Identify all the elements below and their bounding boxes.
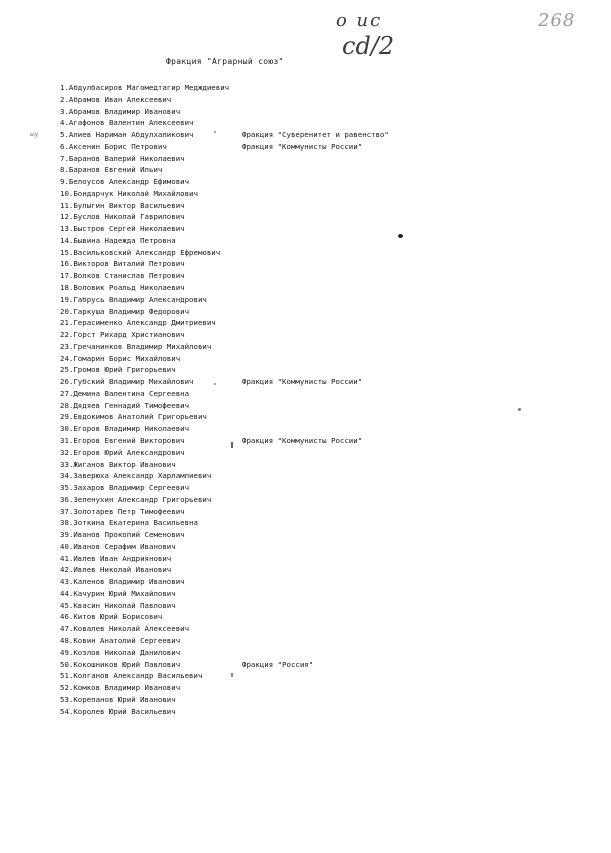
- list-item: [60, 564, 580, 576]
- member-name: Корепанов Юрий Иванович: [73, 694, 176, 704]
- list-item: [60, 529, 580, 541]
- member-name: Баранов Валерий Николаевич: [68, 153, 185, 163]
- member-number: 42.: [60, 565, 74, 575]
- list-item: [60, 682, 580, 694]
- member-name: Качурин Юрий Михайлович: [73, 588, 176, 598]
- list-item: [60, 117, 580, 129]
- member-number: 6.: [60, 141, 69, 151]
- list-item: [60, 541, 580, 553]
- ink-mark: [231, 673, 233, 677]
- member-name: Волков Станислав Петрович: [73, 271, 185, 281]
- member-name: Золотарев Петр Тимофеевич: [73, 506, 185, 516]
- member-name: Губский Владимир Михайлович: [73, 377, 194, 387]
- member-name: Абдулбасиров Магомедтагир Медждиевич: [68, 83, 230, 92]
- member-number: 4.: [60, 118, 69, 128]
- member-number: 18.: [60, 283, 74, 293]
- list-item: [60, 447, 580, 459]
- member-number: 15.: [60, 247, 74, 257]
- member-faction: Фракция "Коммунисты России": [242, 377, 363, 387]
- member-number: 25.: [60, 365, 74, 375]
- member-number: 26.: [60, 377, 74, 387]
- list-item: [60, 247, 580, 259]
- member-number: 16.: [60, 259, 74, 269]
- list-item: [60, 258, 580, 270]
- list-item: [60, 294, 580, 306]
- list-item: [60, 94, 580, 106]
- member-name: Бывина Надежда Петровна: [73, 235, 176, 245]
- list-item: [60, 506, 580, 518]
- page-number: 268: [538, 10, 576, 31]
- member-name: Королев Юрий Васильевич: [73, 706, 176, 716]
- member-name: Гаркуша Владимир Федорович: [73, 306, 190, 316]
- member-name: Евдокимов Анатолий Григорьевич: [73, 412, 207, 422]
- ink-mark: [214, 383, 216, 385]
- member-number: 34.: [60, 471, 74, 481]
- member-number: 49.: [60, 647, 74, 657]
- member-name: Викторов Виталий Петрович: [73, 259, 185, 269]
- list-item: [60, 153, 580, 165]
- list-item: [60, 200, 580, 212]
- list-item: [60, 517, 580, 529]
- list-item: [60, 423, 580, 435]
- member-list: [60, 82, 580, 717]
- member-name: Алиев Нариман Абдулхаликович: [68, 130, 194, 140]
- list-item: [60, 435, 580, 447]
- member-name: Герасименко Александр Дмитриевич: [73, 318, 216, 328]
- list-item: [60, 694, 580, 706]
- list-item: [60, 600, 580, 612]
- member-name: Ковалев Николай Алексеевич: [73, 624, 190, 634]
- member-number: 19.: [60, 294, 74, 304]
- member-name: Заверюха Александр Харлампиевич: [73, 471, 212, 481]
- member-name: Козлов Николай Данилович: [73, 647, 181, 657]
- list-item: [60, 141, 580, 153]
- member-name: Дядяев Геннадий Тимофеевич: [73, 400, 190, 410]
- list-item: [60, 306, 580, 318]
- list-item: [60, 329, 580, 341]
- member-name: Гомарин Борис Михайлович: [73, 353, 181, 363]
- member-number: 9.: [60, 177, 69, 187]
- list-item: [60, 411, 580, 423]
- member-number: 45.: [60, 600, 74, 610]
- member-number: 5.: [60, 130, 69, 140]
- list-item: [60, 553, 580, 565]
- member-number: 22.: [60, 330, 74, 340]
- member-faction: Фракция "Коммунисты России": [242, 435, 363, 445]
- member-faction: Фракция "Россия": [242, 659, 314, 669]
- member-name: Ивлев Иван Андриянович: [73, 553, 172, 563]
- list-item: [60, 317, 580, 329]
- handwritten-code: cd/2: [342, 32, 395, 60]
- list-item: [60, 459, 580, 471]
- member-number: 30.: [60, 424, 74, 434]
- member-number: 28.: [60, 400, 74, 410]
- member-number: 50.: [60, 659, 74, 669]
- list-item: [60, 223, 580, 235]
- member-number: 38.: [60, 518, 74, 528]
- member-name: Абрамов Владимир Иванович: [68, 106, 181, 116]
- margin-note: ыу: [30, 131, 39, 138]
- member-number: 41.: [60, 553, 74, 563]
- member-name: Булыгин Виктор Васильевич: [73, 200, 185, 210]
- list-item: [60, 400, 580, 412]
- member-number: 20.: [60, 306, 74, 316]
- member-number: 51.: [60, 671, 74, 681]
- member-number: 35.: [60, 483, 74, 493]
- member-name: Буслов Николай Гаврилович: [73, 212, 185, 222]
- member-name: Габрусь Владимир Александрович: [73, 294, 207, 304]
- member-number: 52.: [60, 683, 74, 693]
- member-number: 1.: [60, 83, 69, 92]
- member-name: Егоров Юрий Александрович: [73, 447, 185, 457]
- member-number: 17.: [60, 271, 74, 281]
- member-number: 8.: [60, 165, 69, 175]
- member-name: Квасин Николай Павлович: [73, 600, 176, 610]
- list-item: [60, 235, 580, 247]
- member-name: Комков Владимир Иванович: [73, 683, 181, 693]
- list-item: [60, 388, 580, 400]
- list-item: [60, 188, 580, 200]
- list-item: [60, 482, 580, 494]
- ink-blot: [518, 408, 521, 411]
- member-number: 23.: [60, 341, 74, 351]
- member-number: 24.: [60, 353, 74, 363]
- member-name: Баранов Евгений Ильич: [68, 165, 163, 175]
- member-number: 33.: [60, 459, 74, 469]
- ink-mark: [214, 131, 216, 133]
- list-item: [60, 164, 580, 176]
- member-faction: Фракция "Суверенитет и равенство": [242, 130, 389, 140]
- page-title: Фракция "Аграрный союз": [166, 57, 284, 66]
- member-name: Зеленухин Александр Григорьевич: [73, 494, 212, 504]
- list-item: [60, 470, 580, 482]
- member-number: 10.: [60, 188, 74, 198]
- member-name: Колганов Александр Васильевич: [73, 671, 203, 681]
- member-name: Громов Юрий Григорьевич: [73, 365, 176, 375]
- member-number: 14.: [60, 235, 74, 245]
- member-number: 7.: [60, 153, 69, 163]
- ink-blot: [398, 234, 403, 238]
- member-name: Васильковский Александр Ефремович: [73, 247, 221, 257]
- member-name: Китов Юрий Борисович: [73, 612, 163, 622]
- member-name: Гречанинков Владимир Михайлович: [73, 341, 212, 351]
- member-name: Каленов Владимир Иванович: [73, 577, 185, 587]
- list-item: [60, 270, 580, 282]
- list-item: [60, 211, 580, 223]
- member-name: Ивлев Николай Иванович: [73, 565, 172, 575]
- member-number: 31.: [60, 435, 74, 445]
- list-item: [60, 282, 580, 294]
- member-name: Жиганов Виктор Иванович: [73, 459, 176, 469]
- member-number: 44.: [60, 588, 74, 598]
- list-item: [60, 106, 580, 118]
- member-number: 39.: [60, 530, 74, 540]
- member-name: Егоров Владимир Николаевич: [73, 424, 190, 434]
- member-name: Абрамов Иван Алексеевич: [68, 94, 172, 104]
- handwritten-note: о ис: [336, 10, 383, 31]
- member-name: Кокошников Юрий Павлович: [73, 659, 181, 669]
- list-item: [60, 494, 580, 506]
- list-item: [60, 364, 580, 376]
- member-name: Ковин Анатолий Сергеевич: [73, 635, 181, 645]
- list-item: [60, 670, 580, 682]
- member-name: Иванов Серафим Иванович: [73, 541, 176, 551]
- member-number: 12.: [60, 212, 74, 222]
- list-item: [60, 341, 580, 353]
- list-item: [60, 588, 580, 600]
- list-item: [60, 611, 580, 623]
- list-item: [60, 623, 580, 635]
- member-name: Иванов Прокопий Семенович: [73, 530, 185, 540]
- list-item: [60, 659, 580, 671]
- member-number: 32.: [60, 447, 74, 457]
- member-number: 21.: [60, 318, 74, 328]
- list-item: [60, 82, 580, 94]
- member-name: Демина Валентина Сергеевна: [73, 388, 190, 398]
- list-item: [60, 129, 580, 141]
- member-number: 48.: [60, 635, 74, 645]
- member-number: 2.: [60, 94, 69, 104]
- list-item: [60, 376, 580, 388]
- member-number: 47.: [60, 624, 74, 634]
- list-item: [60, 647, 580, 659]
- member-number: 36.: [60, 494, 74, 504]
- member-name: Белоусов Александр Ефимович: [68, 177, 190, 187]
- member-number: 54.: [60, 706, 74, 716]
- member-number: 3.: [60, 106, 69, 116]
- member-name: Захаров Владимир Сергеевич: [73, 483, 190, 493]
- member-number: 43.: [60, 577, 74, 587]
- member-name: Быстров Сергей Николаевич: [73, 224, 185, 234]
- member-number: 27.: [60, 388, 74, 398]
- member-number: 29.: [60, 412, 74, 422]
- list-item: [60, 576, 580, 588]
- member-number: 46.: [60, 612, 74, 622]
- member-number: 11.: [60, 200, 74, 210]
- member-number: 53.: [60, 694, 74, 704]
- list-item: [60, 706, 580, 718]
- member-number: 40.: [60, 541, 74, 551]
- member-name: Горст Рихард Христианович: [73, 330, 185, 340]
- list-item: [60, 176, 580, 188]
- member-number: 37.: [60, 506, 74, 516]
- member-name: Аксенин Борис Петрович: [68, 141, 167, 151]
- ink-mark: [231, 442, 233, 448]
- member-name: Зоткина Екатерина Васильевна: [73, 518, 198, 528]
- list-item: [60, 635, 580, 647]
- member-name: Воловик Роальд Николаевич: [73, 283, 185, 293]
- member-number: 13.: [60, 224, 74, 234]
- member-name: Агафонов Валентин Алексеевич: [68, 118, 194, 128]
- list-item: [60, 353, 580, 365]
- member-faction: Фракция "Коммунисты России": [242, 141, 363, 151]
- member-name: Бондарчук Николай Михайлович: [73, 188, 198, 198]
- member-name: Егоров Евгений Викторович: [73, 435, 185, 445]
